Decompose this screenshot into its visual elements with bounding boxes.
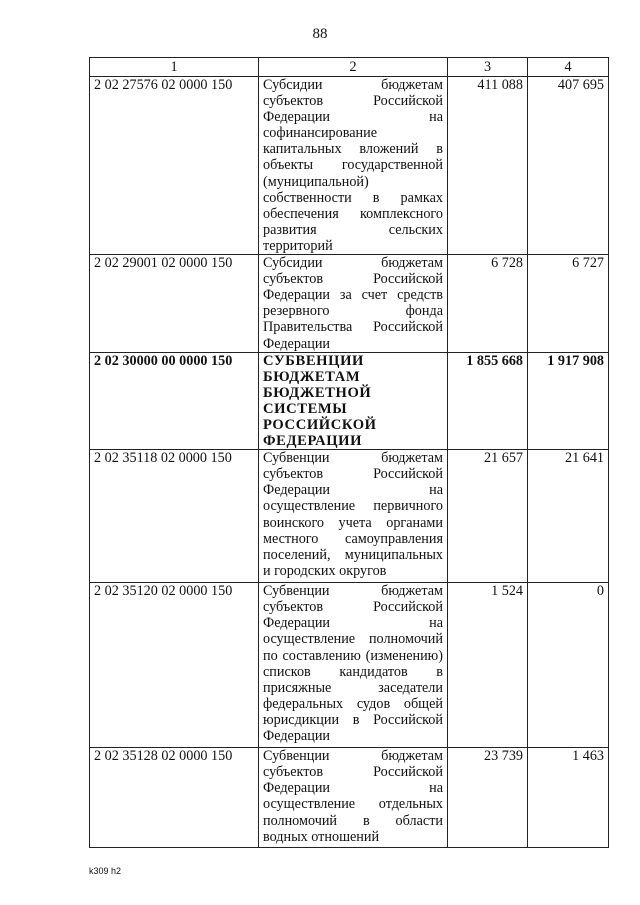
- row-value-col4: 1 463: [528, 748, 609, 848]
- table-row: [90, 352, 609, 450]
- row-code: 2 02 29001 02 0000 150: [90, 255, 259, 353]
- row-code: 2 02 35120 02 0000 150: [90, 583, 259, 748]
- budget-table: [89, 57, 609, 848]
- row-value-col3: 23 739: [448, 748, 528, 848]
- page-number: 88: [312, 26, 328, 42]
- row-value-col3: 1 524: [448, 583, 528, 748]
- row-name: СУБВЕНЦИИ БЮДЖЕТАМ БЮДЖЕТНОЙ СИСТЕМЫ РОССИЙСКОЙ ФЕДЕРАЦИИ: [259, 352, 448, 450]
- row-code: 2 02 30000 00 0000 150: [90, 352, 259, 450]
- header-col-3: 3: [448, 58, 528, 77]
- row-value-col4: 21 641: [528, 450, 609, 583]
- row-name: Субвенции бюджетам субъектов Российской Федерации на осуществление отдельных полномочий в области водных отношений: [259, 748, 448, 848]
- table-row: [90, 748, 609, 848]
- row-name: Субвенции бюджетам субъектов Российской Федерации на осуществление первичного воинского учета органами местного самоуправления поселений, муниципальных и городских округов: [259, 450, 448, 583]
- row-name: Субсидии бюджетам субъектов Российской Федерации за счет средств резервного фонда Правительства Российской Федерации: [259, 255, 448, 353]
- row-name: Субвенции бюджетам субъектов Российской Федерации на осуществление полномочий по составлению (изменению) списков кандидатов в присяжные заседатели федеральных судов общей юрисдикции в Российской Федерации: [259, 583, 448, 748]
- row-value-col3: 411 088: [448, 77, 528, 255]
- row-code: 2 02 35128 02 0000 150: [90, 748, 259, 848]
- table-row: [90, 583, 609, 748]
- row-value-col4: 1 917 908: [528, 352, 609, 450]
- document-footer-code: k309 h2: [89, 866, 122, 876]
- row-code: 2 02 27576 02 0000 150: [90, 77, 259, 255]
- row-value-col4: 407 695: [528, 77, 609, 255]
- row-value-col3: 6 728: [448, 255, 528, 353]
- row-value-col3: 21 657: [448, 450, 528, 583]
- table-row: [90, 77, 609, 255]
- row-value-col3: 1 855 668: [448, 352, 528, 450]
- row-code: 2 02 35118 02 0000 150: [90, 450, 259, 583]
- row-name: Субсидии бюджетам субъектов Российской Федерации на софинансирование капитальных вложений в объекты государственной (муниципальной) собственности в рамках обеспечения комплексного развития сельских территорий: [259, 77, 448, 255]
- table-row: [90, 450, 609, 583]
- row-value-col4: 6 727: [528, 255, 609, 353]
- header-col-4: 4: [528, 58, 609, 77]
- header-col-1: 1: [90, 58, 259, 77]
- table-row: [90, 255, 609, 353]
- row-value-col4: 0: [528, 583, 609, 748]
- table-header-row: [90, 58, 609, 77]
- header-col-2: 2: [259, 58, 448, 77]
